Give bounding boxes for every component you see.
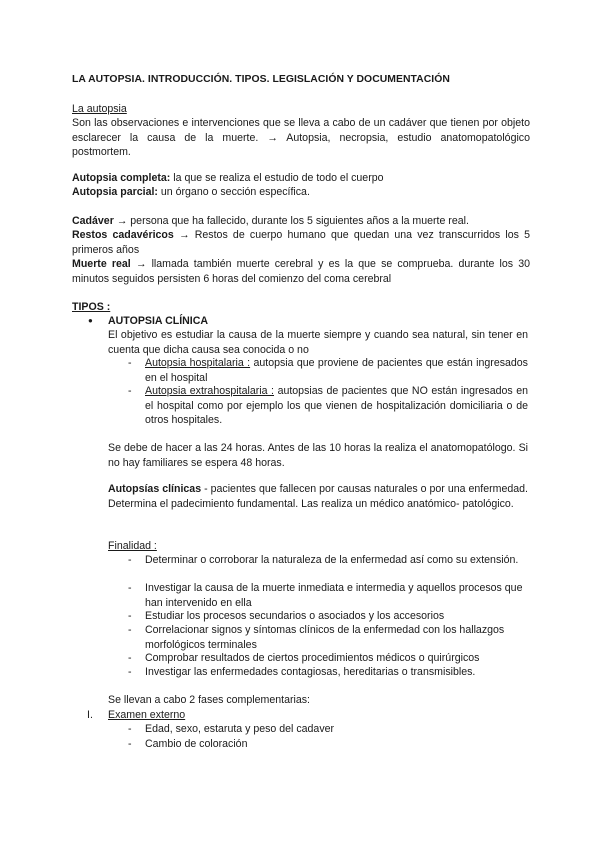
def-autopsia-completa [72,171,530,186]
def-term: Autopsia completa: [72,172,171,184]
clinicas-term: Autopsías clínicas [108,483,202,495]
def-muerte-real [72,257,530,286]
def-cadaver [72,214,530,229]
subtype-label: Autopsia hospitalaria : [145,357,251,369]
timing-paragraph: Se debe de hacer a las 24 horas. Antes de las 10 horas la realiza el anatomopatólogo. Si no hay familiares se espera 48 horas. [108,442,528,469]
clinica-paragraph: El objetivo es estudiar la causa de la muerte siempre y cuando sea natural, sin tener en cuenta que dicha causa sea conocida o no [108,329,528,356]
intro-heading [72,102,530,117]
def-text: la que se realiza el estudio de todo el cuerpo [170,172,384,184]
finalidad-item-text: Investigar la causa de la muerte inmediata e intermedia y aquellos procesos que han intervenido en ella [145,582,523,609]
dash-icon: - [128,554,132,566]
dash-icon: - [128,723,132,735]
def-term: Autopsia parcial: [72,186,158,198]
def-term: Cadáver [72,215,114,227]
def-text: → llamada también muerte cerebral y es la que se comprueba. durante los 30 minutos seguidos persisten 6 horas del comienzo del coma cerebral [72,258,530,285]
examen-item-text: Cambio de coloración [145,738,248,750]
dash-icon: - [128,582,132,594]
dash-icon: - [128,385,132,397]
finalidad-heading [108,539,528,554]
clinicas-paragraph [108,482,528,511]
tipos-heading [72,300,530,315]
finalidad-item-text: Correlacionar signos y síntomas clínicos de la enfermedad con los hallazgos morfológicos terminales [145,624,505,651]
clinicas-text: - pacientes que fallecen por causas naturales o por una enfermedad. Determina el padecimiento fundamental. Las realiza un médico anatómico- patológico. [108,483,528,510]
subtype-body: autopsia que proviene de pacientes que están ingresados en el hospital [145,357,528,384]
document-title: LA AUTOPSIA. INTRODUCCIÓN. TIPOS. LEGISLACIÓN Y DOCUMENTACIÓN [72,74,450,85]
def-term: Restos cadavéricos [72,229,174,241]
dash-icon: - [128,652,132,664]
dash-icon: - [128,624,132,636]
def-term: Muerte real [72,258,131,270]
examen-heading [108,708,528,723]
dash-icon: - [128,357,132,369]
subtype-text [145,384,528,428]
finalidad-item-text: Comprobar resultados de ciertos procedimientos médicos o quirúrgicos [145,652,480,664]
finalidad-item-text: Investigar las enfermedades contagiosas, hereditarias o transmisibles. [145,666,476,678]
subtype-label: Autopsia extrahospitalaria : [145,385,275,397]
roman-numeral: I. [87,709,93,721]
subtype-body: autopsias de pacientes que NO están ingresados en el hospital como por ejemplo los que vienen de hospitalización domiciliaria o de otros hospitales. [145,385,528,427]
intro-paragraph: Son las observaciones e intervenciones que se lleva a cabo de un cadáver que tienen por objeto esclarecer la causa de la muerte. → Autopsia, necropsia, estudio anatomopatológico postmortem. [72,117,530,159]
tipos-heading-text: TIPOS : [72,301,111,313]
fases-paragraph: Se llevan a cabo 2 fases complementarias: [108,694,310,706]
def-text: un órgano o sección específica. [157,186,310,198]
dash-icon: - [128,738,132,750]
dash-icon: - [128,610,132,622]
def-autopsia-parcial [72,185,530,200]
finalidad-item-text: Determinar o corroborar la naturaleza de la enfermedad así como su extensión. [145,554,519,566]
clinica-heading [108,314,528,329]
finalidad-item-text: Estudiar los procesos secundarios o asociados y los accesorios [145,610,445,622]
subtype-text [145,356,528,385]
def-text: → persona que ha fallecido, durante los 5 siguientes años a la muerte real. [113,215,469,227]
examen-heading-text: Examen externo [108,709,186,721]
intro-heading-text: La autopsia [72,103,127,115]
bullet-icon: ● [88,316,93,325]
finalidad-heading-text: Finalidad : [108,540,157,552]
def-restos-cadavericos [72,228,530,257]
def-text: → Restos de cuerpo humano que quedan una vez transcurridos los 5 primeros años [72,229,530,256]
dash-icon: - [128,666,132,678]
clinica-heading-text: AUTOPSIA CLÍNICA [108,315,209,327]
examen-item-text: Edad, sexo, estaruta y peso del cadaver [145,723,335,735]
